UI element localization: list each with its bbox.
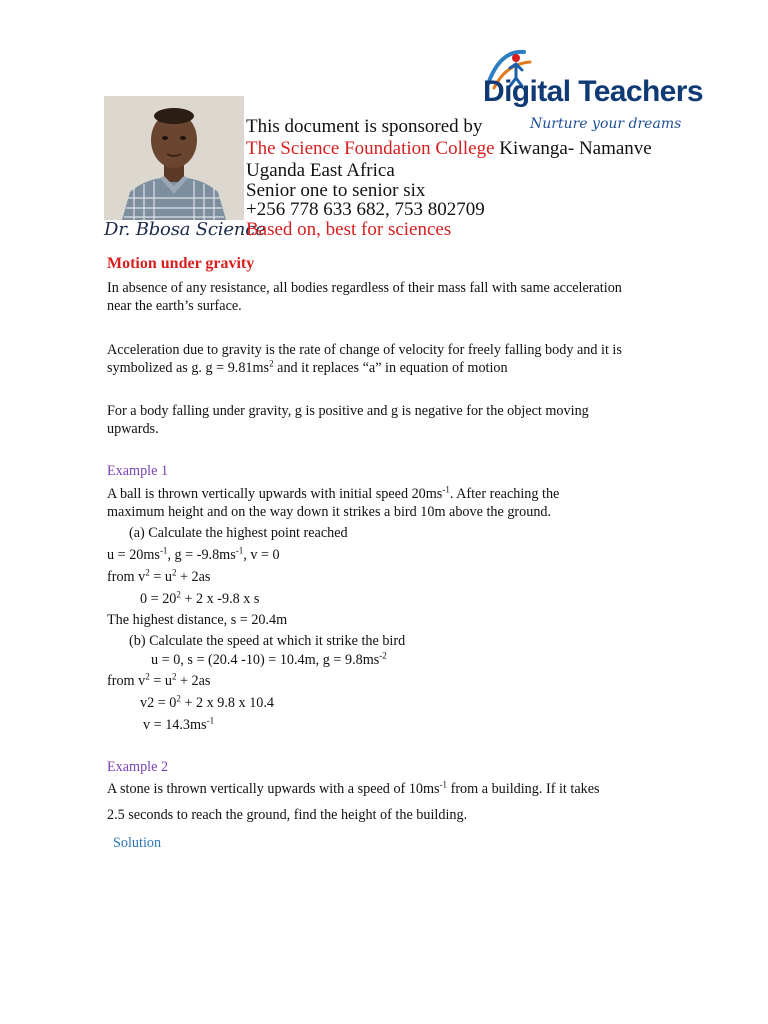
example-1-b-result: $v = 14.3ms^{-1}$ [143, 715, 215, 733]
definition-line-1: Acceleration due to gravity is the rate of change of velocity for freely falling body and it is [107, 342, 622, 358]
phone-line: +256 778 633 682, 753 802709 [246, 199, 485, 220]
logo-name: Digital Teachers [483, 75, 703, 108]
example-1-a-step-2: from $v^2 = u^2 + 2as$ [107, 567, 211, 585]
motto-line: Based on, best for sciences [246, 219, 452, 240]
sponsor-photo [104, 96, 244, 220]
levels-line: Senior one to senior six [246, 180, 426, 201]
intro-line-2: near the earth’s surface. [107, 298, 242, 314]
sponsor-line: This document is sponsored by [246, 116, 483, 137]
college-line [246, 139, 652, 158]
signature-text: Dr. Bbosa Science [104, 219, 266, 240]
example-1-b-step-3: $v2 = 0^2 + 2$ x 9.8 x 10.4 [140, 693, 275, 711]
example-1-label: Example 1 [107, 463, 169, 479]
region-line: Uganda East Africa [246, 160, 395, 181]
example-1-a-step-3: $0 = 20^2 + 2$ x -9.8 x s [140, 589, 260, 607]
intro-line-1: In absence of any resistance, all bodies regardless of their mass fall with same acceleration [107, 280, 622, 296]
college-name: The Science Foundation College [246, 138, 495, 159]
example-1-question-line-1: A ball is thrown vertically upwards with initial speed $20ms^{-1}$. After reaching the [107, 484, 560, 502]
page-title: Motion under gravity [107, 255, 255, 272]
example-1-question-line-2: maximum height and on the way down it strikes a bird 10m above the ground. [107, 504, 552, 520]
example-1-a-step-1: $u = 20ms^{-1}$, $g = -9.8ms^{-1}$, v = 0 [107, 545, 280, 563]
sign-note-line-1: For a body falling under gravity, g is positive and g is negative for the object moving [107, 403, 589, 419]
logo-tagline: Nurture your dreams [530, 116, 682, 132]
example-2-label: Example 2 [107, 759, 169, 775]
example-2-question-line-1: A stone is thrown vertically upwards with a speed of $10ms^{-1}$ from a building. If it takes [107, 779, 600, 797]
example-2-question-line-2: 2.5 seconds to reach the ground, find the height of the building. [107, 807, 468, 823]
example-1-part-a: (a) Calculate the highest point reached [129, 525, 348, 541]
example-1-part-b: (b) Calculate the speed at which it strike the bird [129, 633, 406, 649]
example-1-b-step-1: u = 0, s = (20.4 -10) = 10.4m, $g = 9.8ms^{-2}$ [151, 650, 387, 668]
sign-note-line-2: upwards. [107, 421, 159, 437]
example-1-b-step-2: from $v^2 = u^2 + 2as$ [107, 671, 211, 689]
example-1-a-result: The highest distance, s = 20.4m [107, 612, 288, 628]
example-2-solution-label: Solution [113, 835, 162, 851]
college-location: Kiwanga- Namanve [494, 138, 652, 159]
definition-line-2: symbolized as g. $g = 9.81ms^2$ and it replaces “a” in equation of motion [107, 358, 508, 376]
